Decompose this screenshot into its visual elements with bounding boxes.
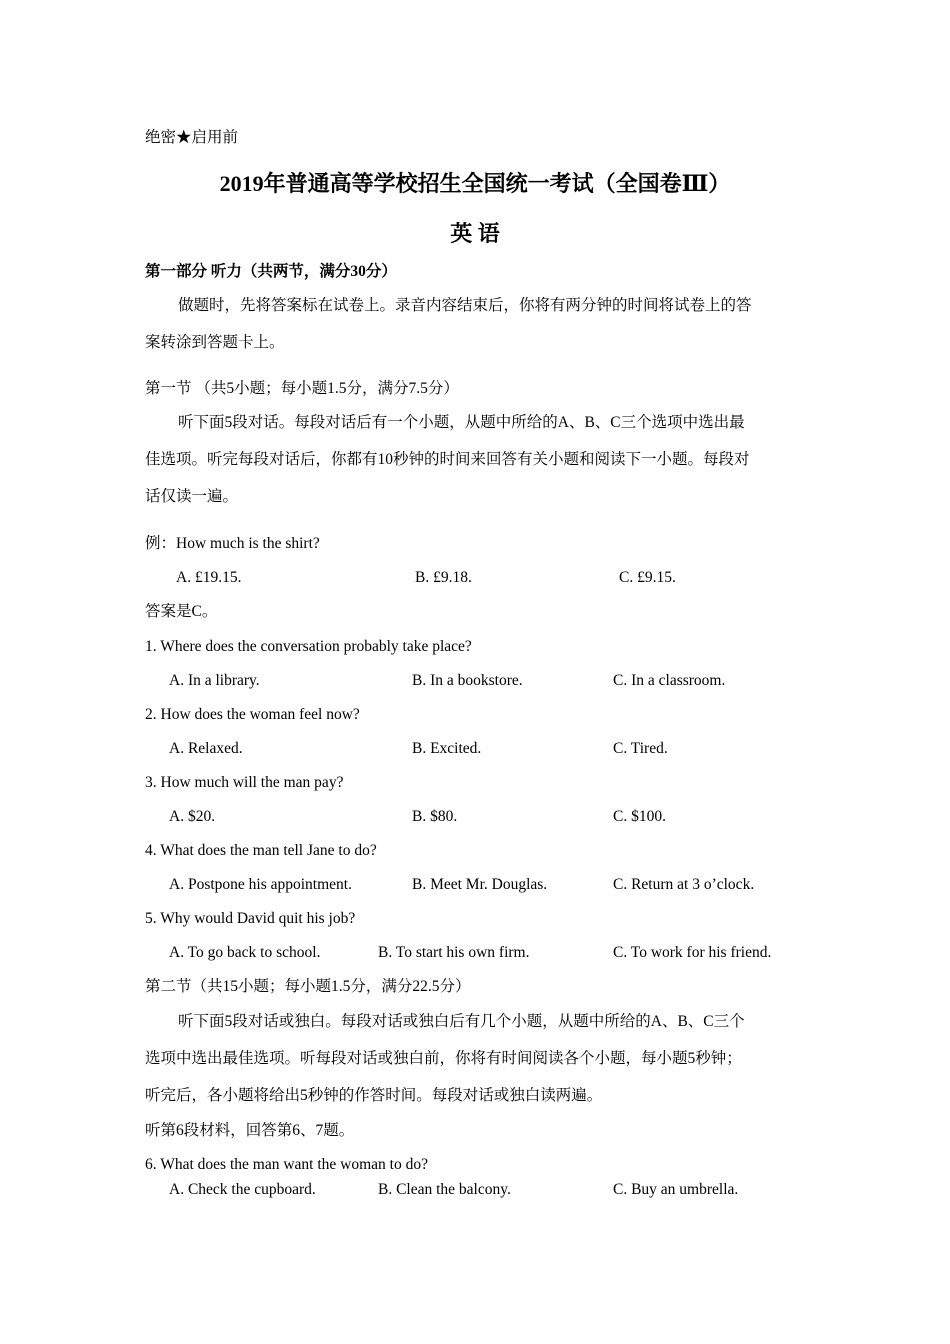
confidential-label: 绝密★启用前: [145, 129, 239, 146]
q6-option-b: B. Clean the balcony.: [378, 1181, 511, 1198]
section1-instructions-line: 话仅读一遍。: [145, 488, 239, 505]
section2-instructions-line: 选项中选出最佳选项。听每段对话或独白前，你将有时间阅读各个小题，每小题5秒钟；: [145, 1050, 742, 1067]
q1-option-a: A. In a library.: [169, 672, 260, 689]
q4-option-c: C. Return at 3 o’clock.: [613, 876, 755, 893]
section1-instructions-line: 佳选项。听完每段对话后，你都有10秒钟的时间来回答有关小题和阅读下一小题。每段对: [145, 451, 750, 468]
part1-heading: 第一部分 听力（共两节，满分30分）: [145, 263, 397, 280]
question-4: 4. What does the man tell Jane to do?: [145, 842, 377, 859]
section1-heading: 第一节 （共5小题；每小题1.5分，满分7.5分）: [145, 380, 459, 397]
section2-instructions-line: 听下面5段对话或独白。每段对话或独白后有几个小题，从题中所给的A、B、C三个: [178, 1013, 745, 1030]
q2-option-b: B. Excited.: [412, 740, 482, 757]
example-option-c: C. £9.15.: [619, 569, 676, 586]
question-3: 3. How much will the man pay?: [145, 774, 344, 791]
q1-option-c: C. In a classroom.: [613, 672, 726, 689]
section2-instructions-line: 听完后，各小题将给出5秒钟的作答时间。每段对话或独白读两遍。: [145, 1087, 603, 1104]
example-option-a: A. £19.15.: [176, 569, 242, 586]
part1-instructions-line: 案转涂到答题卡上。: [145, 334, 285, 351]
q3-option-c: C. $100.: [613, 808, 666, 825]
question-6: 6. What does the man want the woman to do?: [145, 1156, 428, 1173]
example-question: 例：How much is the shirt?: [145, 535, 320, 552]
example-answer: 答案是C。: [145, 603, 218, 620]
q4-option-a: A. Postpone his appointment.: [169, 876, 352, 893]
question-5: 5. Why would David quit his job?: [145, 910, 356, 927]
section1-instructions-line: 听下面5段对话。每段对话后有一个小题，从题中所给的A、B、C三个选项中选出最: [178, 414, 745, 431]
exam-title: 2019年普通高等学校招生全国统一考试（全国卷Ⅲ）: [219, 171, 731, 196]
q6-option-c: C. Buy an umbrella.: [613, 1181, 739, 1198]
q3-option-b: B. $80.: [412, 808, 458, 825]
example-option-b: B. £9.18.: [415, 569, 472, 586]
q4-option-b: B. Meet Mr. Douglas.: [412, 876, 548, 893]
q2-option-c: C. Tired.: [613, 740, 668, 757]
q5-option-b: B. To start his own firm.: [378, 944, 530, 961]
subject-title: 英 语: [450, 221, 500, 246]
q5-option-c: C. To work for his friend.: [613, 944, 772, 961]
q5-option-a: A. To go back to school.: [169, 944, 321, 961]
q3-option-a: A. $20.: [169, 808, 216, 825]
section2-heading: 第二节（共15小题；每小题1.5分，满分22.5分）: [145, 978, 471, 995]
q6-option-a: A. Check the cupboard.: [169, 1181, 316, 1198]
q1-option-b: B. In a bookstore.: [412, 672, 523, 689]
q2-option-a: A. Relaxed.: [169, 740, 243, 757]
material6-label: 听第6段材料，回答第6、7题。: [145, 1122, 355, 1139]
question-1: 1. Where does the conversation probably take place?: [145, 638, 472, 655]
question-2: 2. How does the woman feel now?: [145, 706, 360, 723]
part1-instructions-line: 做题时，先将答案标在试卷上。录音内容结束后，你将有两分钟的时间将试卷上的答: [178, 297, 752, 314]
